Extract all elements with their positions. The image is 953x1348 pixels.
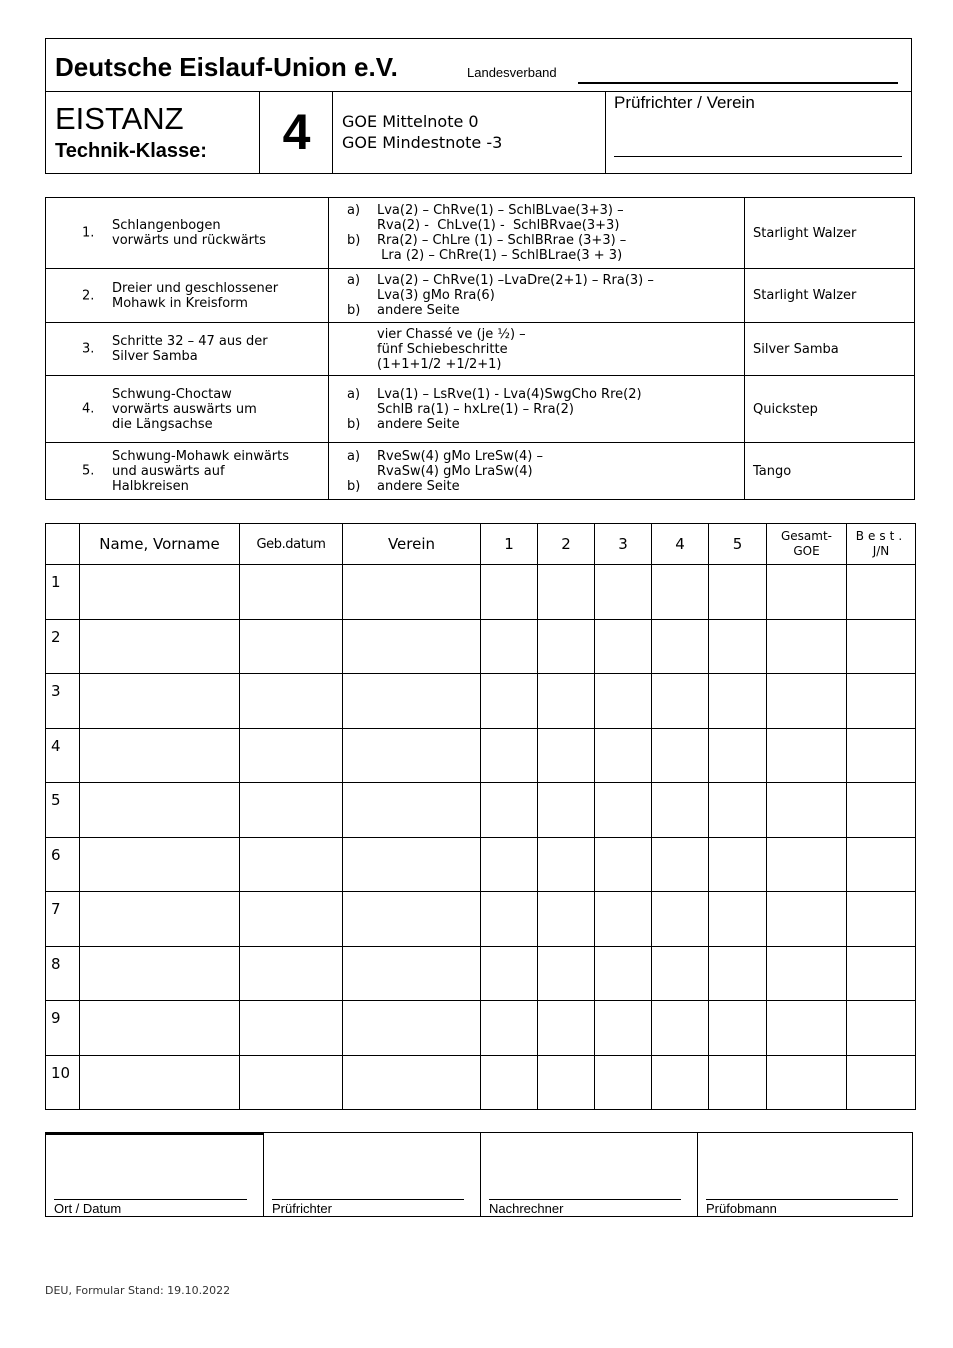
total-goe-cell[interactable] [767,892,847,947]
element-dance-cell: Starlight Walzer [745,269,915,323]
total-goe-line-2: GOE [793,544,820,558]
step-line [347,402,740,417]
element-1-cell[interactable] [481,892,538,947]
element-1-cell[interactable] [481,565,538,620]
signature-label: Prüfobmann [706,1201,777,1216]
results-header-number [46,524,80,565]
table-row [46,892,916,947]
step-line [347,218,740,233]
element-3-cell[interactable] [595,674,652,729]
passed-cell[interactable] [847,783,916,838]
element-name-cell [46,269,329,323]
name-cell[interactable] [80,1001,240,1056]
element-3-cell[interactable] [595,1055,652,1110]
elements-table [45,197,915,500]
element-5-cell[interactable] [709,783,767,838]
element-2-cell[interactable] [538,565,595,620]
element-name-cell [46,443,329,500]
goe-mindestnote: GOE Mindestnote -3 [342,133,503,152]
name-cell[interactable] [80,674,240,729]
element-2-cell[interactable] [538,837,595,892]
step-text: andere Seite [377,303,460,318]
goe-cell [333,92,606,174]
signature-line [272,1199,464,1200]
step-label: a) [347,448,361,464]
results-header-name: Name, Vorname [80,524,240,565]
results-header-passed [847,524,916,565]
element-number: 2. [82,288,95,303]
birthdate-cell[interactable] [240,892,343,947]
element-3-cell[interactable] [595,946,652,1001]
step-label: a) [347,273,361,288]
step-line [347,303,740,318]
elements-body [46,198,915,500]
club-cell[interactable] [343,565,481,620]
row-number: 10 [46,1055,80,1110]
element-row [46,269,915,323]
judge-field[interactable] [614,156,902,157]
element-name-line: Schritte 32 – 47 aus der [112,334,268,349]
step-line [347,248,740,263]
element-5-cell[interactable] [709,1001,767,1056]
element-steps-cell [329,376,745,443]
club-cell[interactable] [343,1001,481,1056]
element-5-cell[interactable] [709,674,767,729]
row-number: 7 [46,892,80,947]
club-cell[interactable] [343,728,481,783]
step-text: RveSw(4) gMo LreSw(4) – [377,448,543,464]
element-row [46,323,915,376]
step-text: RvaSw(4) gMo LraSw(4) [377,463,533,479]
element-number: 4. [82,401,95,417]
element-5-cell[interactable] [709,946,767,1001]
discipline-cell [46,92,260,174]
step-line [347,273,740,288]
table-row [46,619,916,674]
element-dance-cell: Silver Samba [745,323,915,376]
passed-line-2: J/N [872,544,890,558]
step-label: b) [347,478,361,494]
element-name-line: Dreier und geschlossener [112,280,279,296]
discipline-title: EISTANZ [55,101,184,136]
step-line [347,479,740,494]
total-goe-cell[interactable] [767,837,847,892]
signature-label: Prüfrichter [272,1201,332,1216]
element-1-cell[interactable] [481,619,538,674]
class-level: 4 [282,104,311,160]
element-steps-cell [329,443,745,500]
step-line [347,357,740,372]
name-cell[interactable] [80,1055,240,1110]
passed-cell[interactable] [847,1001,916,1056]
total-goe-cell[interactable] [767,674,847,729]
row-number: 8 [46,946,80,1001]
element-name-cell [46,376,329,443]
element-name-line: Schlangenbogen [112,218,221,233]
element-3-cell[interactable] [595,892,652,947]
header-row-info [46,92,911,174]
element-5-cell[interactable] [709,728,767,783]
element-4-cell[interactable] [652,674,709,729]
element-steps-cell [329,198,745,269]
element-number: 3. [82,341,95,357]
row-number: 2 [46,619,80,674]
club-cell[interactable] [343,783,481,838]
element-1-cell[interactable] [481,674,538,729]
element-4-cell[interactable] [652,946,709,1001]
element-4-cell[interactable] [652,565,709,620]
step-text: andere Seite [377,416,460,432]
element-name-line: und auswärts auf [112,463,225,479]
element-2-cell[interactable] [538,728,595,783]
passed-line-1: Best. [855,529,907,543]
signature-line [706,1199,898,1200]
name-cell[interactable] [80,728,240,783]
signature-judge[interactable] [263,1133,480,1216]
birthdate-cell[interactable] [240,837,343,892]
element-steps-cell [329,269,745,323]
step-line [347,417,740,432]
signature-line [489,1199,681,1200]
total-goe-cell[interactable] [767,619,847,674]
table-row [46,728,916,783]
element-4-cell[interactable] [652,619,709,674]
step-label: a) [347,386,361,402]
results-table [45,523,916,1110]
element-steps-cell [329,323,745,376]
element-dance-cell: Quickstep [745,376,915,443]
step-label: b) [347,303,361,318]
name-cell[interactable] [80,783,240,838]
step-text: fünf Schiebeschritte [377,341,508,357]
results-header-element-2: 2 [538,524,595,565]
step-line [347,233,740,248]
element-name-line: Schwung-Choctaw [112,386,232,402]
name-cell[interactable] [80,565,240,620]
club-cell[interactable] [343,619,481,674]
judge-cell [606,92,912,174]
element-4-cell[interactable] [652,837,709,892]
step-text: vier Chassé ve (je ½) – [377,326,526,342]
step-line [347,449,740,464]
table-row [46,783,916,838]
element-2-cell[interactable] [538,892,595,947]
step-label: a) [347,203,361,218]
element-name-line: Schwung-Mohawk einwärts [112,448,290,464]
header-box [45,38,912,174]
signature-place-date[interactable] [46,1133,263,1216]
header-row-organization [46,39,911,92]
level-cell [260,92,333,174]
birthdate-cell[interactable] [240,783,343,838]
row-number: 9 [46,1001,80,1056]
total-goe-cell[interactable] [767,1055,847,1110]
passed-cell[interactable] [847,946,916,1001]
element-number: 5. [82,463,95,479]
total-goe-line-1: Gesamt- [780,529,832,543]
class-label: Technik-Klasse: [55,140,207,162]
element-row [46,443,915,500]
step-text: andere Seite [377,478,460,494]
results-header-row [46,524,916,565]
total-goe-cell[interactable] [767,565,847,620]
passed-cell[interactable] [847,619,916,674]
birthdate-cell[interactable] [240,1001,343,1056]
name-cell[interactable] [80,946,240,1001]
passed-cell[interactable] [847,674,916,729]
total-goe-cell[interactable] [767,1001,847,1056]
club-cell[interactable] [343,674,481,729]
club-cell[interactable] [343,1055,481,1110]
signature-label: Nachrechner [489,1201,564,1216]
element-name-cell [46,323,329,376]
name-cell[interactable] [80,892,240,947]
passed-cell[interactable] [847,892,916,947]
element-name-line: Halbkreisen [112,478,189,494]
element-3-cell[interactable] [595,619,652,674]
step-line [347,464,740,479]
element-name-line: Silver Samba [112,349,198,364]
results-header-element-1: 1 [481,524,538,565]
step-text: Rra(2) – ChLre (1) – SchlBRrae (3+3) – [377,233,627,248]
signature-chief-judge[interactable] [697,1133,914,1216]
element-4-cell[interactable] [652,892,709,947]
passed-cell[interactable] [847,1055,916,1110]
results-header-total-goe [767,524,847,565]
element-1-cell[interactable] [481,1055,538,1110]
element-5-cell[interactable] [709,1055,767,1110]
step-text: Lva(2) – ChRve(1) – SchlBLvae(3+3) – [377,203,624,218]
name-cell[interactable] [80,619,240,674]
signature-label: Ort / Datum [54,1201,122,1216]
step-label: b) [347,416,361,432]
step-text: Lva(3) gMo Rra(6) [377,288,495,303]
element-5-cell[interactable] [709,837,767,892]
element-2-cell[interactable] [538,783,595,838]
landesverband-field[interactable] [578,82,898,84]
step-text: Lra (2) – ChRre(1) – SchlBLrae(3 + 3) [377,248,623,263]
table-row [46,946,916,1001]
table-row [46,837,916,892]
element-3-cell[interactable] [595,783,652,838]
results-header-element-3: 3 [595,524,652,565]
passed-cell[interactable] [847,728,916,783]
table-row [46,1055,916,1110]
total-goe-cell[interactable] [767,783,847,838]
element-1-cell[interactable] [481,837,538,892]
form-version-footer: DEU, Formular Stand: 19.10.2022 [45,1284,231,1297]
element-2-cell[interactable] [538,1055,595,1110]
element-1-cell[interactable] [481,946,538,1001]
results-header-element-5: 5 [709,524,767,565]
birthdate-cell[interactable] [240,619,343,674]
passed-cell[interactable] [847,565,916,620]
element-1-cell[interactable] [481,783,538,838]
signature-line [54,1199,247,1200]
step-line [347,203,740,218]
signature-box [45,1132,913,1217]
element-row [46,376,915,443]
table-row [46,1001,916,1056]
step-text: Rva(2) - ChLve(1) - SchlBRvae(3+3) [377,218,620,233]
birthdate-cell[interactable] [240,946,343,1001]
row-number: 1 [46,565,80,620]
element-row [46,198,915,269]
total-goe-cell[interactable] [767,946,847,1001]
step-line [347,288,740,303]
row-number: 6 [46,837,80,892]
birthdate-cell[interactable] [240,565,343,620]
row-number: 3 [46,674,80,729]
element-4-cell[interactable] [652,1055,709,1110]
club-cell[interactable] [343,892,481,947]
row-number: 5 [46,783,80,838]
element-4-cell[interactable] [652,728,709,783]
element-1-cell[interactable] [481,728,538,783]
results-header-club: Verein [343,524,481,565]
element-4-cell[interactable] [652,1001,709,1056]
element-number: 1. [82,225,95,241]
element-name-line: vorwärts und rückwärts [112,233,266,248]
element-2-cell[interactable] [538,1001,595,1056]
element-dance-cell: Starlight Walzer [745,198,915,269]
row-number: 4 [46,728,80,783]
goe-mittelnote: GOE Mittelnote 0 [342,112,479,131]
element-name-line: die Längsachse [112,416,213,432]
table-row [46,674,916,729]
step-line [347,327,740,342]
results-header-birthdate: Geb.datum [240,524,343,565]
step-text: Lva(1) – LsRve(1) - Lva(4)SwgCho Rre(2) [377,386,642,402]
club-cell[interactable] [343,837,481,892]
results-body [46,565,916,1110]
element-name-cell [46,198,329,269]
element-3-cell[interactable] [595,1001,652,1056]
step-line [347,342,740,357]
element-dance-cell: Tango [745,443,915,500]
name-cell[interactable] [80,837,240,892]
element-name-line: Mohawk in Kreisform [112,295,248,311]
organization-name: Deutsche Eislauf-Union e.V. [55,52,398,82]
landesverband-label: Landesverband [467,65,557,80]
table-row [46,565,916,620]
birthdate-cell[interactable] [240,674,343,729]
passed-cell[interactable] [847,837,916,892]
birthdate-cell[interactable] [240,1055,343,1110]
judge-label: Prüfrichter / Verein [614,93,755,112]
element-5-cell[interactable] [709,892,767,947]
club-cell[interactable] [343,946,481,1001]
element-3-cell[interactable] [595,728,652,783]
element-name-line: vorwärts auswärts um [112,401,257,417]
element-5-cell[interactable] [709,565,767,620]
element-2-cell[interactable] [538,674,595,729]
element-5-cell[interactable] [709,619,767,674]
element-3-cell[interactable] [595,837,652,892]
element-1-cell[interactable] [481,1001,538,1056]
element-2-cell[interactable] [538,946,595,1001]
step-text: (1+1+1/2 +1/2+1) [377,356,502,372]
step-label: b) [347,233,361,248]
results-header-element-4: 4 [652,524,709,565]
signature-calculator[interactable] [480,1133,697,1216]
step-line [347,387,740,402]
element-2-cell[interactable] [538,619,595,674]
birthdate-cell[interactable] [240,728,343,783]
step-text: Lva(2) – ChRve(1) –LvaDre(2+1) – Rra(3) – [377,273,654,288]
element-4-cell[interactable] [652,783,709,838]
element-3-cell[interactable] [595,565,652,620]
step-text: SchlB ra(1) – hxLre(1) – Rra(2) [377,401,574,417]
total-goe-cell[interactable] [767,728,847,783]
